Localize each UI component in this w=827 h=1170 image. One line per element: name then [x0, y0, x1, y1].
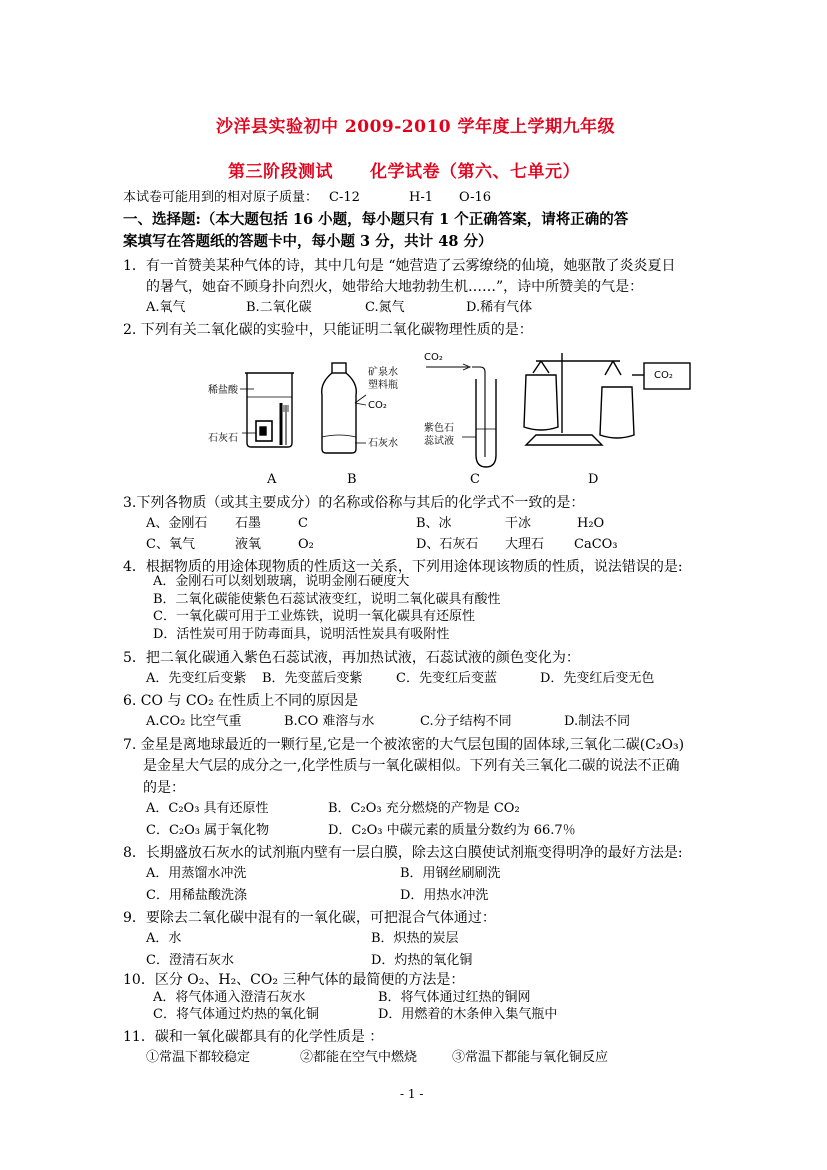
- page-number: - 1 -: [400, 1087, 424, 1101]
- q7-line3: 的是：: [143, 780, 185, 796]
- q6-option-a: A.CO₂ 比空气重: [146, 714, 242, 729]
- exam-title-part-b: 化学试卷（第六、七单元）: [370, 162, 580, 182]
- q1-option-d: D.稀有气体: [466, 300, 533, 315]
- q6-stem: 6. CO 与 CO₂ 在性质上不同的原因是: [123, 693, 359, 709]
- q9-option-b: B．炽热的炭层: [371, 931, 459, 946]
- fig-b-bottle-label1: 矿泉水: [368, 367, 398, 378]
- q5-stem: 5．把二氧化碳通入紫色石蕊试液，再加热试液，石蕊试液的颜色变化为：: [123, 650, 580, 666]
- q9-option-a: A．水: [146, 931, 182, 946]
- q6-option-c: C.分子结构不同: [420, 714, 512, 729]
- q1-option-a: A.氧气: [146, 300, 186, 315]
- fig-d-gas-label: CO₂: [654, 370, 673, 381]
- q4-option-c: C．一氧化碳可用于工业炼铁，说明一氧化碳具有还原性: [153, 609, 475, 624]
- q3-b-formula: H₂O: [577, 516, 605, 531]
- q11-item-2: ②都能在空气中燃烧: [300, 1050, 418, 1065]
- q5-option-a: A．先变红后变紫: [146, 671, 247, 686]
- q1-option-b: B.二氧化碳: [246, 300, 312, 315]
- q5-option-b: B．先变蓝后变紫: [262, 671, 363, 686]
- q9-stem: 9．要除去二氧化碳中混有的一氧化碳，可把混合气体通过：: [123, 910, 496, 926]
- q10-stem: 10．区分 O₂、H₂、CO₂ 三种气体的最简便的方法是：: [123, 972, 465, 988]
- q9-option-d: D．灼热的氧化铜: [371, 953, 473, 968]
- atomic-mass-c: C-12: [329, 190, 360, 205]
- q4-stem: 4．根据物质的用途体现物质的性质这一关系，下列用途体现该物质的性质，说法错误的是:: [123, 559, 683, 575]
- q7-option-b: B．C₂O₃ 充分燃烧的产物是 CO₂: [328, 801, 520, 816]
- fig-label-d: D: [588, 472, 599, 487]
- section-header-line2: 案填写在答题纸的答题卡中，每小题 3 分，共计 48 分）: [123, 233, 493, 250]
- fig-label-c: C: [470, 472, 480, 487]
- q3-b-alias: 干冰: [505, 516, 532, 531]
- q7-option-a: A．C₂O₃ 具有还原性: [146, 801, 269, 816]
- q8-option-a: A．用蒸馏水冲洗: [146, 866, 247, 881]
- fig-label-a: A: [267, 472, 277, 487]
- exam-title-line1: 沙洋县实验初中 2009-2010 学年度上学期九年级: [216, 117, 616, 137]
- q4-option-b: B．二氧化碳能使紫色石蕊试液变红，说明二氧化碳具有酸性: [153, 592, 501, 607]
- q3-c-alias: 液氧: [235, 537, 262, 552]
- atomic-mass-h: H-1: [409, 190, 434, 205]
- q5-option-c: C．先变红后变蓝: [396, 671, 497, 686]
- q7-option-c: C．C₂O₃ 属于氧化物: [146, 823, 270, 838]
- fig-a-beaker-apparatus: [240, 373, 294, 447]
- q8-option-b: B．用钢丝刷刷洗: [400, 866, 501, 881]
- q1-line2: 的暑气，她奋不顾身扑向烈火，她带给大地勃勃生机……”，诗中所赞美的气是：: [146, 279, 644, 295]
- fig-b-gas-label: CO₂: [368, 400, 387, 411]
- fig-b-bottle-label2: 塑料瓶: [368, 380, 398, 391]
- q10-option-c: C．将气体通过灼热的氧化铜: [153, 1007, 319, 1022]
- q8-option-c: C．用稀盐酸洗涤: [146, 888, 247, 903]
- q2-stem: 2. 下列有关二氧化碳的实验中，只能证明二氧化碳物理性质的是：: [123, 322, 533, 338]
- q3-b-name: B、冰: [416, 516, 452, 531]
- q1-line1: 1．有一首赞美某种气体的诗，其中几句是 “她营造了云雾缭绕的仙境，她驱散了炎炎夏日: [123, 258, 676, 274]
- q9-option-c: C．澄清石灰水: [146, 953, 234, 968]
- atomic-mass-label: 本试卷可能用到的相对原子质量：: [123, 190, 319, 205]
- q11-stem: 11．碳和一氧化碳都具有的化学性质是 ：: [123, 1029, 384, 1045]
- q4-option-d: D．活性炭可用于防毒面具，说明活性炭具有吸附性: [153, 627, 450, 642]
- q8-stem: 8．长期盛放石灰水的试剂瓶内壁有一层白膜，除去这白膜使试剂瓶变得明净的最好方法是:: [123, 845, 683, 861]
- fig-c-liquid-label2: 蕊试液: [424, 436, 454, 447]
- q6-option-d: D.制法不同: [564, 714, 631, 729]
- q3-c-name: C、氧气: [146, 537, 195, 552]
- q10-option-d: D．用燃着的木条伸入集气瓶中: [378, 1007, 558, 1022]
- q10-option-a: A．将气体通入澄清石灰水: [153, 990, 306, 1005]
- q11-item-3: ③常温下都能与氧化铜反应: [452, 1050, 609, 1065]
- q4-option-a: A．金刚石可以刻划玻璃，说明金刚石硬度大: [153, 574, 410, 589]
- q3-a-name: A、金刚石: [146, 516, 208, 531]
- fig-a-stone-label: 石灰石: [208, 433, 238, 444]
- q7-line2: 是金星大气层的成分之一,化学性质与一氧化碳相似。下列有关三氧化二碳的说法不正确: [143, 758, 680, 774]
- q3-d-alias: 大理石: [505, 537, 545, 552]
- fig-d-balance-apparatus: [524, 353, 690, 445]
- q5-option-d: D．先变红后变无色: [540, 671, 655, 686]
- section-header-line1: 一、选择题:（本大题包括 16 小题，每小题只有 1 个正确答案，请将正确的答: [123, 211, 629, 228]
- q1-option-c: C.氮气: [365, 300, 405, 315]
- fig-c-testtube-apparatus: [426, 364, 496, 467]
- fig-a-acid-label: 稀盐酸: [208, 385, 238, 396]
- q7-option-d: D．C₂O₃ 中碳元素的质量分数约为 66.7％: [328, 823, 576, 838]
- exam-title-part-a: 第三阶段测试: [228, 162, 333, 182]
- atomic-mass-o: O-16: [459, 190, 492, 205]
- q6-option-b: B.CO 难溶与水: [284, 714, 375, 729]
- fig-b-bottle-apparatus: [322, 363, 366, 453]
- q11-item-1: ①常温下都较稳定: [146, 1050, 251, 1065]
- q8-option-d: D．用热水冲洗: [400, 888, 489, 903]
- q2-experiment-figure: [200, 345, 700, 490]
- q3-d-formula: CaCO₃: [574, 537, 618, 552]
- q3-stem: 3.下列各物质（或其主要成分）的名称或俗称与其后的化学式不一致的是：: [123, 495, 585, 511]
- q10-option-b: B．将气体通过红热的铜网: [378, 990, 531, 1005]
- fig-b-water-label: 石灰水: [368, 438, 398, 449]
- fig-label-b: B: [347, 472, 357, 487]
- q3-a-formula: C: [298, 516, 308, 531]
- fig-c-liquid-label1: 紫色石: [424, 423, 454, 434]
- q3-a-alias: 石墨: [235, 516, 262, 531]
- fig-c-gas-label: CO₂: [424, 352, 443, 363]
- q7-line1: 7. 金星是离地球最近的一颗行星,它是一个被浓密的大气层包围的固体球,三氧化二碳(C₂O₃): [123, 737, 685, 753]
- q3-c-formula: O₂: [298, 537, 314, 552]
- q3-d-name: D、石灰石: [416, 537, 479, 552]
